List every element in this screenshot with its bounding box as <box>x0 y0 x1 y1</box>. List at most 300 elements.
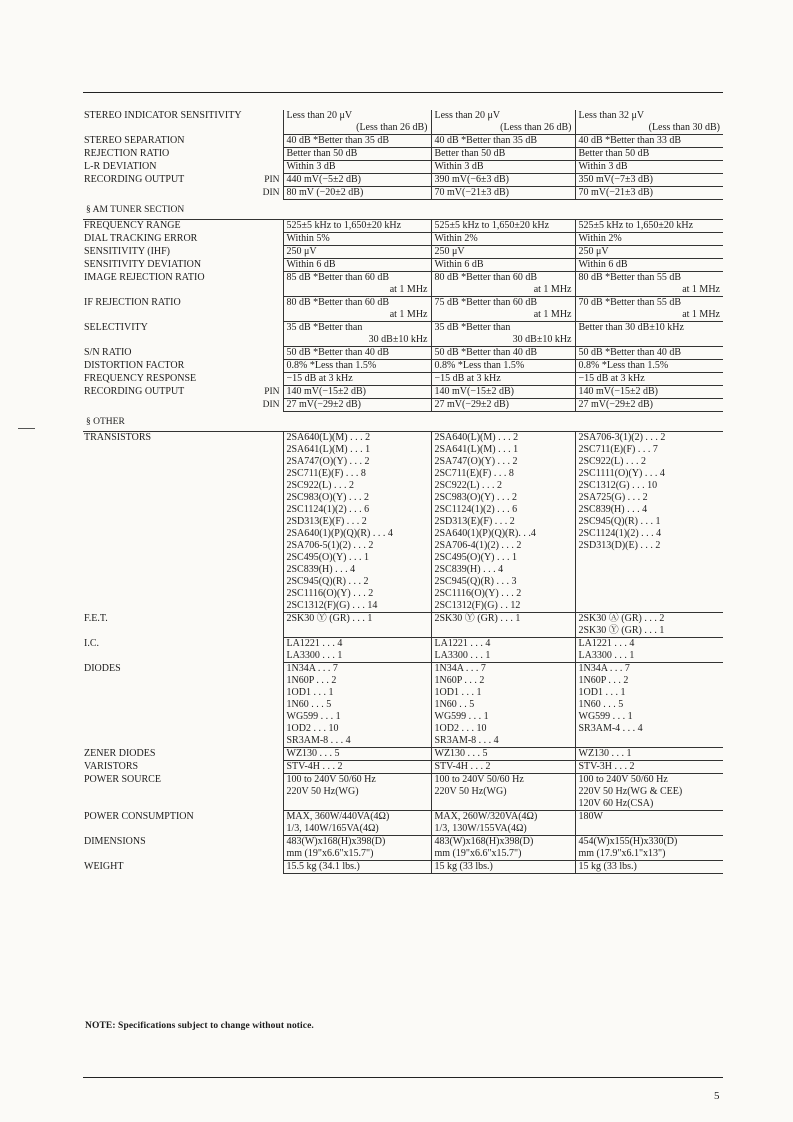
spec-row <box>83 220 723 233</box>
spec-value <box>283 663 431 748</box>
value-line: 2SK30 Ⓨ (GR) . . . 1 <box>286 613 373 624</box>
value-line: WZ130 . . . 1 <box>578 748 632 759</box>
value-line: STV-4H . . . 2 <box>286 761 343 772</box>
value-line: 2SA706-4(1)(2) . . . 2 <box>434 540 522 551</box>
value-line: at 1 MHz <box>389 309 428 320</box>
spec-label: STEREO SEPARATION <box>84 134 185 146</box>
value-line: LA1221 . . . 4 <box>434 638 491 649</box>
spec-value <box>431 836 575 861</box>
value-line: WG599 . . . 1 <box>434 711 489 722</box>
value-line: 1N34A . . . 7 <box>286 663 338 674</box>
value-line: 2SD313(E)(F) . . . 2 <box>286 516 367 527</box>
value-line: (Less than 30 dB) <box>648 122 720 133</box>
value-line: LA1221 . . . 4 <box>578 638 635 649</box>
value-line: 2SK30 Ⓨ (GR) . . . 1 <box>434 613 521 624</box>
value-line: 2SK30 Ⓨ (GR) . . . 1 <box>578 625 665 636</box>
value-line: 2SC945(Q)(R) . . . 3 <box>434 576 517 587</box>
value-line: Better than 50 dB <box>434 148 506 159</box>
spec-value <box>575 347 723 360</box>
spec-value <box>431 748 575 761</box>
spec-label: STEREO INDICATOR SENSITIVITY <box>84 110 242 121</box>
spec-row <box>83 148 723 161</box>
value-line: 2SK30 Ⓐ (GR) . . . 2 <box>578 613 665 624</box>
spec-value <box>575 613 723 638</box>
spec-value <box>575 148 723 161</box>
value-line: 50 dB *Better than 40 dB <box>434 347 537 358</box>
value-line: 2SD313(E)(F) . . . 2 <box>434 516 515 527</box>
spec-row <box>83 246 723 259</box>
sub-label: DIN <box>262 187 280 198</box>
value-line: −15 dB at 3 kHz <box>578 373 645 384</box>
spec-value <box>431 259 575 272</box>
spec-value <box>431 135 575 148</box>
spec-value <box>431 347 575 360</box>
value-line: Within 3 dB <box>434 161 484 172</box>
value-line: SR3AM-4 . . . 4 <box>578 723 643 734</box>
value-line: 2SC945(Q)(R) . . . 2 <box>286 576 369 587</box>
value-line: 0.8% *Less than 1.5% <box>286 360 377 371</box>
value-line: 35 dB *Better than <box>434 322 511 333</box>
value-line: 1N60P . . . 2 <box>578 675 629 686</box>
spec-value <box>431 161 575 174</box>
spec-label: POWER CONSUMPTION <box>84 810 194 822</box>
value-line: 2SC945(Q)(R) . . . 1 <box>578 516 661 527</box>
value-line: at 1 MHz <box>389 284 428 295</box>
value-line: 2SC922(L) . . . 2 <box>578 456 646 467</box>
spec-value <box>283 811 431 836</box>
value-line: 2SC1124(1)(2) . . . 4 <box>578 528 662 539</box>
value-line: 2SC495(O)(Y) . . . 1 <box>434 552 517 563</box>
spec-row <box>83 187 723 200</box>
spec-label: L-R DEVIATION <box>84 160 157 172</box>
value-line: STV-3H . . . 2 <box>578 761 635 772</box>
value-line: 1N60 . . 5 <box>434 699 475 710</box>
page-number: 5 <box>714 1090 720 1102</box>
spec-label: SELECTIVITY <box>84 321 148 333</box>
spec-label <box>83 174 283 187</box>
spec-label: DIODES <box>84 662 121 674</box>
value-line: mm (19"x6.6"x15.7") <box>286 848 374 859</box>
value-line: Within 6 dB <box>578 259 628 270</box>
spec-value <box>283 748 431 761</box>
value-line: LA1221 . . . 4 <box>286 638 343 649</box>
value-line: 30 dB±10 kHz <box>512 334 572 345</box>
spec-value: 140 mV(−15±2 dB) <box>431 386 575 399</box>
value-line: 2SC1111(O)(Y) . . . 4 <box>578 468 665 479</box>
value-line: 0.8% *Less than 1.5% <box>434 360 525 371</box>
value-line: (Less than 26 dB) <box>500 122 572 133</box>
value-line: LA3300 . . . 1 <box>286 650 343 661</box>
value-line: 525±5 kHz to 1,650±20 kHz <box>578 220 694 231</box>
spec-value <box>431 638 575 663</box>
spec-row <box>83 748 723 761</box>
spec-value <box>283 272 431 297</box>
value-line: 2SC839(H) . . . 4 <box>434 564 504 575</box>
spec-value <box>575 638 723 663</box>
spec-row <box>83 774 723 811</box>
value-line: 2SA747(O)(Y) . . . 2 <box>434 456 518 467</box>
value-line: 1/3, 140W/165VA(4Ω) <box>286 823 379 834</box>
spec-row <box>83 347 723 360</box>
spec-label: WEIGHT <box>84 860 124 872</box>
spec-value <box>575 432 723 613</box>
value-line: at 1 MHz <box>533 284 572 295</box>
value-line: 2SA725(G) . . . 2 <box>578 492 648 503</box>
spec-row <box>83 432 723 613</box>
spec-value <box>283 135 431 148</box>
value-line: 250 μV <box>578 246 609 257</box>
value-line: 2SC711(E)(F) . . . 8 <box>434 468 514 479</box>
value-line: 1N60P . . . 2 <box>434 675 485 686</box>
value-line: 100 to 240V 50/60 Hz <box>434 774 524 785</box>
value-line: MAX, 360W/440VA(4Ω) <box>286 811 390 822</box>
spec-value <box>283 638 431 663</box>
spec-value <box>575 836 723 861</box>
spec-row <box>83 761 723 774</box>
spec-value <box>283 220 431 233</box>
value-line: 1OD1 . . . 1 <box>578 687 626 698</box>
spec-value: 27 mV(−29±2 dB) <box>283 399 431 412</box>
spec-row <box>83 663 723 748</box>
value-line: 2SC1312(F)(G) . . 12 <box>434 600 521 611</box>
spec-value <box>283 373 431 386</box>
value-line: 2SC983(O)(Y) . . . 2 <box>286 492 369 503</box>
value-line: Within 3 dB <box>578 161 628 172</box>
spec-label: FREQUENCY RANGE <box>84 220 181 231</box>
value-line: 1N34A . . . 7 <box>578 663 630 674</box>
value-line: 15 kg (33 lbs.) <box>578 861 637 872</box>
spec-value <box>431 761 575 774</box>
spec-row <box>83 373 723 386</box>
spec-value: 140 mV(−15±2 dB) <box>575 386 723 399</box>
value-line: MAX, 260W/320VA(4Ω) <box>434 811 538 822</box>
sub-label: DIN <box>262 399 280 410</box>
value-line: SR3AM-8 . . . 4 <box>434 735 499 746</box>
spec-row <box>83 638 723 663</box>
value-line: Within 3 dB <box>286 161 336 172</box>
spec-value: 390 mV(−6±3 dB) <box>431 174 575 187</box>
value-line: 1N60 . . . 5 <box>286 699 332 710</box>
value-line: 2SA640(1)(P)(Q)(R) . . . 4 <box>286 528 393 539</box>
spec-value <box>575 774 723 811</box>
spec-value <box>283 432 431 613</box>
value-line: 525±5 kHz to 1,650±20 kHz <box>434 220 550 231</box>
value-line: WZ130 . . . 5 <box>286 748 340 759</box>
spec-value <box>575 360 723 373</box>
spec-value <box>431 861 575 874</box>
value-line: at 1 MHz <box>682 309 720 320</box>
value-line: 525±5 kHz to 1,650±20 kHz <box>286 220 402 231</box>
value-line: 1N60P . . . 2 <box>286 675 337 686</box>
spec-value <box>283 836 431 861</box>
spec-value <box>575 135 723 148</box>
value-line: 80 dB *Better than 60 dB <box>286 297 389 308</box>
spec-value <box>575 259 723 272</box>
spec-value <box>575 761 723 774</box>
value-line: 250 μV <box>434 246 465 257</box>
value-line: 220V 50 Hz(WG) <box>286 786 359 797</box>
value-line: 2SC1124(1)(2) . . . 6 <box>434 504 518 515</box>
value-line: 85 dB *Better than 60 dB <box>286 272 389 283</box>
spec-row <box>83 360 723 373</box>
value-line: 75 dB *Better than 60 dB <box>434 297 537 308</box>
spec-value <box>575 246 723 259</box>
spec-label: SENSITIVITY (IHF) <box>84 245 171 257</box>
value-line: Less than 20 μV <box>286 110 353 121</box>
spec-value <box>283 297 431 322</box>
spec-value: 70 mV(−21±3 dB) <box>431 187 575 200</box>
value-line: mm (19"x6.6"x15.7") <box>434 848 522 859</box>
spec-label: I.C. <box>84 637 99 649</box>
value-line: 0.8% *Less than 1.5% <box>578 360 669 371</box>
value-line: LA3300 . . . 1 <box>434 650 491 661</box>
value-line: 2SC711(E)(F) . . . 8 <box>286 468 366 479</box>
spec-label-text: RECORDING OUTPUT <box>84 385 185 397</box>
spec-value: 80 mV (−20±2 dB) <box>283 187 431 200</box>
spec-row <box>83 174 723 187</box>
value-line: 2SA640(1)(P)(Q)(R). . .4 <box>434 528 536 539</box>
spec-value <box>575 663 723 748</box>
value-line: Better than 50 dB <box>286 148 358 159</box>
value-line: 100 to 240V 50/60 Hz <box>578 774 668 785</box>
value-line: WG599 . . . 1 <box>286 711 341 722</box>
value-line: 2SC1116(O)(Y) . . . 2 <box>286 588 374 599</box>
spec-label: REJECTION RATIO <box>84 147 170 159</box>
value-line: at 1 MHz <box>533 309 572 320</box>
value-line: 1OD1 . . . 1 <box>434 687 482 698</box>
value-line: at 1 MHz <box>682 284 720 295</box>
spec-row <box>83 322 723 347</box>
spec-row <box>83 297 723 322</box>
spec-value <box>283 246 431 259</box>
spec-label: IMAGE REJECTION RATIO <box>84 271 205 283</box>
spec-label-text: RECORDING OUTPUT <box>84 173 185 185</box>
spec-value <box>283 774 431 811</box>
spec-row <box>83 861 723 874</box>
value-line: 1OD2 . . . 10 <box>434 723 487 734</box>
spec-label <box>83 399 283 412</box>
spec-row <box>83 110 723 135</box>
spec-value <box>575 373 723 386</box>
sub-label: PIN <box>264 174 280 185</box>
value-line: 2SC1312(F)(G) . . . 14 <box>286 600 378 611</box>
value-line: 250 μV <box>286 246 317 257</box>
value-line: mm (17.9"x6.1"x13") <box>578 848 666 859</box>
spec-row <box>83 613 723 638</box>
spec-value <box>431 360 575 373</box>
top-rule <box>83 92 723 93</box>
value-line: 2SC495(O)(Y) . . . 1 <box>286 552 369 563</box>
value-line: 1N34A . . . 7 <box>434 663 486 674</box>
spec-value <box>431 373 575 386</box>
value-line: 2SC922(L) . . . 2 <box>434 480 502 491</box>
value-line: Less than 20 μV <box>434 110 501 121</box>
spec-row <box>83 272 723 297</box>
spec-value <box>575 110 723 135</box>
spec-value <box>575 161 723 174</box>
spec-value <box>283 148 431 161</box>
value-line: 2SC711(E)(F) . . . 7 <box>578 444 658 455</box>
spec-value: 70 mV(−21±3 dB) <box>575 187 723 200</box>
value-line: Within 6 dB <box>286 259 336 270</box>
value-line: WG599 . . . 1 <box>578 711 633 722</box>
spec-value <box>575 861 723 874</box>
value-line: 1N60 . . . 5 <box>578 699 624 710</box>
footnote: NOTE: Specifications subject to change without notice. <box>85 1021 314 1031</box>
spec-value: 350 mV(−7±3 dB) <box>575 174 723 187</box>
spec-label: TRANSISTORS <box>84 432 152 443</box>
value-line: 2SA641(L)(M) . . . 1 <box>434 444 519 455</box>
value-line: 2SC1124(1)(2) . . . 6 <box>286 504 370 515</box>
spec-row <box>83 135 723 148</box>
value-line: 1OD2 . . . 10 <box>286 723 339 734</box>
spec-value <box>431 148 575 161</box>
value-line: 180W <box>578 811 603 822</box>
value-line: 80 dB *Better than 60 dB <box>434 272 537 283</box>
value-line: Better than 50 dB <box>578 148 650 159</box>
spec-label: IF REJECTION RATIO <box>84 296 181 308</box>
spec-value <box>431 322 575 347</box>
value-line: 220V 50 Hz(WG) <box>434 786 507 797</box>
value-line: 2SC983(O)(Y) . . . 2 <box>434 492 517 503</box>
value-line: Within 2% <box>578 233 622 244</box>
spec-label: POWER SOURCE <box>84 773 161 785</box>
spec-value <box>431 432 575 613</box>
spec-value <box>283 259 431 272</box>
spec-value: 140 mV(−15±2 dB) <box>283 386 431 399</box>
specifications-table <box>83 110 723 874</box>
value-line: 2SD313(D)(E) . . . 2 <box>578 540 661 551</box>
spec-value <box>431 246 575 259</box>
section-row <box>83 200 723 220</box>
sub-label: PIN <box>264 386 280 397</box>
value-line: 1/3, 130W/155VA(4Ω) <box>434 823 527 834</box>
value-line: 483(W)x168(H)x398(D) <box>434 836 534 847</box>
value-line: −15 dB at 3 kHz <box>434 373 501 384</box>
spec-value: 27 mV(−29±2 dB) <box>575 399 723 412</box>
value-line: 2SA640(L)(M) . . . 2 <box>434 432 519 443</box>
spec-row <box>83 233 723 246</box>
spec-value <box>431 220 575 233</box>
spec-label <box>83 386 283 399</box>
spec-label: DIMENSIONS <box>84 835 146 847</box>
spec-value <box>283 360 431 373</box>
spec-value <box>575 233 723 246</box>
spec-value <box>283 613 431 638</box>
spec-row <box>83 836 723 861</box>
value-line: 35 dB *Better than <box>286 322 363 333</box>
spec-value <box>431 272 575 297</box>
spec-label <box>83 187 283 200</box>
bottom-rule <box>83 1077 723 1078</box>
value-line: SR3AM-8 . . . 4 <box>286 735 351 746</box>
spec-label: F.E.T. <box>84 612 108 624</box>
spec-value <box>431 233 575 246</box>
section-title-other: § OTHER <box>83 412 723 432</box>
value-line: 100 to 240V 50/60 Hz <box>286 774 376 785</box>
spec-row <box>83 259 723 272</box>
value-line: Better than 30 dB±10 kHz <box>578 322 684 333</box>
spec-value <box>283 347 431 360</box>
section-title-am: § AM TUNER SECTION <box>83 200 723 220</box>
value-line: 454(W)x155(H)x330(D) <box>578 836 678 847</box>
spec-value <box>283 233 431 246</box>
section-row <box>83 412 723 432</box>
spec-label: DIAL TRACKING ERROR <box>84 232 198 244</box>
spec-value <box>575 220 723 233</box>
spec-label: S/N RATIO <box>84 346 132 358</box>
value-line: 2SC839(H) . . . 4 <box>286 564 356 575</box>
value-line: WZ130 . . . 5 <box>434 748 488 759</box>
value-line: 15.5 kg (34.1 lbs.) <box>286 861 360 872</box>
spec-label: VARISTORS <box>84 760 139 772</box>
value-line: STV-4H . . . 2 <box>434 761 491 772</box>
spec-value <box>283 861 431 874</box>
spec-value <box>431 811 575 836</box>
spec-label: DISTORTION FACTOR <box>84 359 185 371</box>
value-line: 2SC1116(O)(Y) . . . 2 <box>434 588 522 599</box>
value-line: 483(W)x168(H)x398(D) <box>286 836 386 847</box>
spec-value <box>575 322 723 347</box>
spec-label: SENSITIVITY DEVIATION <box>84 258 202 270</box>
spec-value <box>575 811 723 836</box>
spec-value <box>283 322 431 347</box>
spec-value: 27 mV(−29±2 dB) <box>431 399 575 412</box>
value-line: −15 dB at 3 kHz <box>286 373 353 384</box>
spec-value <box>575 748 723 761</box>
spec-value <box>431 774 575 811</box>
spec-value <box>431 663 575 748</box>
value-line: 2SA641(L)(M) . . . 1 <box>286 444 371 455</box>
value-line: 30 dB±10 kHz <box>368 334 428 345</box>
spec-value <box>283 110 431 135</box>
value-line: 70 dB *Better than 55 dB <box>578 297 681 308</box>
value-line: 2SA640(L)(M) . . . 2 <box>286 432 371 443</box>
value-line: Within 2% <box>434 233 478 244</box>
value-line: 40 dB *Better than 35 dB <box>434 135 537 146</box>
spec-label: FREQUENCY RESPONSE <box>84 372 197 384</box>
value-line: 120V 60 Hz(CSA) <box>578 798 654 809</box>
spec-value <box>431 613 575 638</box>
value-line: 1OD1 . . . 1 <box>286 687 334 698</box>
spec-row <box>83 161 723 174</box>
value-line: Less than 32 μV <box>578 110 645 121</box>
value-line: 2SC922(L) . . . 2 <box>286 480 354 491</box>
value-line: LA3300 . . . 1 <box>578 650 635 661</box>
spec-value <box>283 761 431 774</box>
spec-label: ZENER DIODES <box>84 747 156 759</box>
value-line: 50 dB *Better than 40 dB <box>578 347 681 358</box>
value-line: 40 dB *Better than 33 dB <box>578 135 681 146</box>
spec-value <box>431 297 575 322</box>
value-line: 80 dB *Better than 55 dB <box>578 272 681 283</box>
spec-value <box>431 110 575 135</box>
spec-row <box>83 399 723 412</box>
value-line: 220V 50 Hz(WG & CEE) <box>578 786 683 797</box>
value-line: 2SC839(H) . . . 4 <box>578 504 648 515</box>
value-line: 2SC1312(G) . . . 10 <box>578 480 658 491</box>
value-line: Within 5% <box>286 233 330 244</box>
value-line: 2SA706-3(1)(2) . . . 2 <box>578 432 666 443</box>
spec-value: 440 mV(−5±2 dB) <box>283 174 431 187</box>
value-line: Within 6 dB <box>434 259 484 270</box>
spec-row <box>83 811 723 836</box>
spec-value <box>575 297 723 322</box>
spec-row <box>83 386 723 399</box>
margin-mark <box>18 428 35 429</box>
spec-value <box>575 272 723 297</box>
value-line: 40 dB *Better than 35 dB <box>286 135 389 146</box>
